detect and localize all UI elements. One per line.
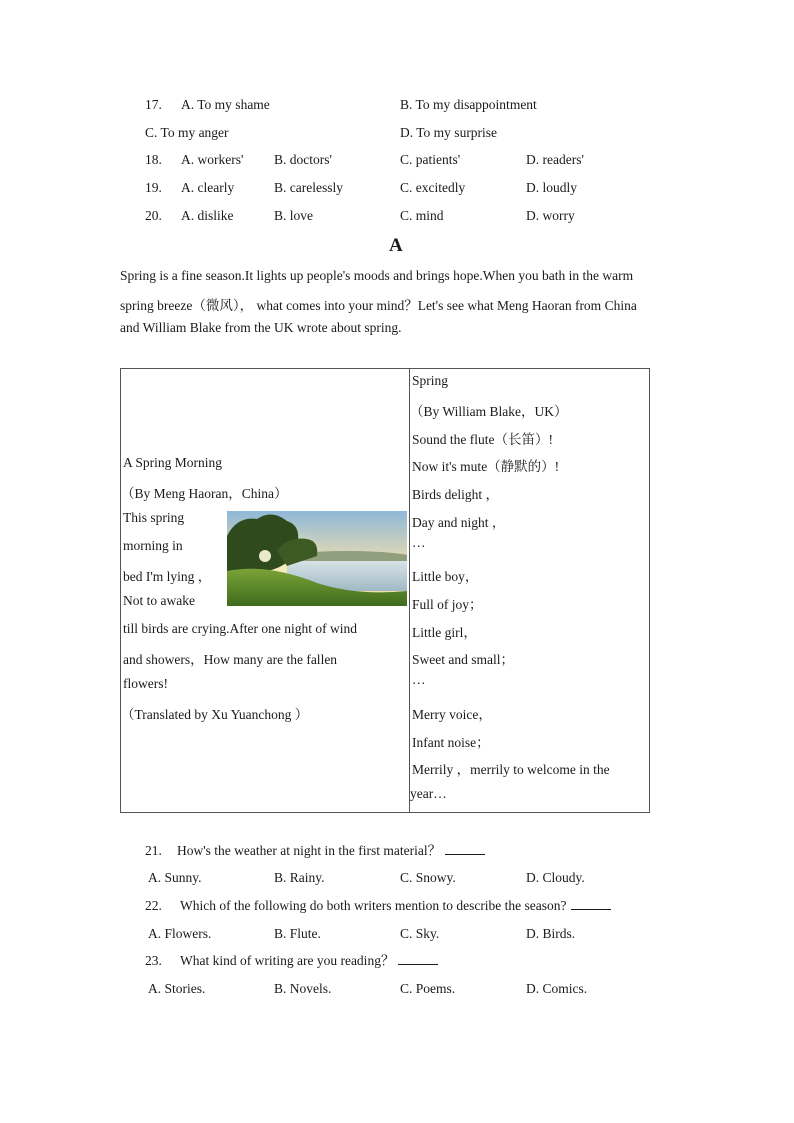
option-b: B. Flute. xyxy=(274,926,321,941)
question-number: 17. xyxy=(145,97,162,112)
option-a: A. workers' xyxy=(181,152,244,167)
poem-right-line: Merrily ，merrily to welcome in the xyxy=(412,762,610,777)
option-d: D. To my surprise xyxy=(400,125,498,140)
poem-left-line: and showers，How many are the fallen xyxy=(123,652,338,667)
option-c: C. To my anger xyxy=(145,125,229,140)
intro-line: and William Blake from the UK wrote about spring. xyxy=(120,320,402,335)
option-a: A. Sunny. xyxy=(148,870,202,885)
spring-landscape-image xyxy=(227,511,407,606)
poem-left-line: flowers! xyxy=(123,676,168,691)
option-b: B. To my disappointment xyxy=(400,97,537,112)
poem-left-translator: （Translated by Xu Yuanchong ） xyxy=(121,707,309,722)
question-number: 22. xyxy=(145,898,162,913)
option-d: D. worry xyxy=(526,208,575,223)
option-c: C. mind xyxy=(400,208,444,223)
option-d: D. Cloudy. xyxy=(526,870,585,885)
option-d: D. Birds. xyxy=(526,926,576,941)
poem-right-line: … xyxy=(412,535,426,550)
poem-right-line: Little boy， xyxy=(412,569,479,584)
poem-left-author: （By Meng Haoran，China） xyxy=(121,486,288,501)
poem-right-line: year… xyxy=(410,786,447,801)
option-c: C. Snowy. xyxy=(400,870,456,885)
question-number: 20. xyxy=(145,208,162,223)
question-stem-text: How's the weather at night in the first material？ xyxy=(177,843,442,858)
option-a: A. dislike xyxy=(181,208,234,223)
option-d: D. loudly xyxy=(526,180,578,195)
option-a: A. To my shame xyxy=(181,97,270,112)
option-b: B. love xyxy=(274,208,313,223)
poem-right-line: Infant noise； xyxy=(412,735,490,750)
question-number: 19. xyxy=(145,180,162,195)
answer-blank[interactable] xyxy=(571,897,611,910)
option-c: C. patients' xyxy=(400,152,461,167)
poem-left-line: Not to awake xyxy=(123,593,195,608)
question-number: 18. xyxy=(145,152,162,167)
intro-line: spring breeze（微风）， what comes into your mind？Let's see what Meng Haoran from China xyxy=(120,298,637,313)
question-stem xyxy=(180,951,438,971)
option-a: A. Stories. xyxy=(148,981,206,996)
poem-left-line: bed I'm lying ， xyxy=(123,569,212,584)
question-number: 23. xyxy=(145,953,162,968)
poem-right-line: Sound the flute（长笛）! xyxy=(412,432,553,447)
poem-right-title: Spring xyxy=(412,373,449,388)
poem-right-line: Sweet and small； xyxy=(412,652,514,667)
poem-right-author: （By William Blake，UK） xyxy=(410,404,568,419)
question-stem xyxy=(177,841,485,861)
poem-left-line: till birds are crying.After one night of wind xyxy=(123,621,357,636)
option-b: B. doctors' xyxy=(274,152,332,167)
poem-right-line: Day and night ， xyxy=(412,515,506,530)
option-c: C. Poems. xyxy=(400,981,456,996)
option-a: A. clearly xyxy=(181,180,235,195)
question-number: 21. xyxy=(145,843,162,858)
option-b: B. Rainy. xyxy=(274,870,325,885)
option-a: A. Flowers. xyxy=(148,926,212,941)
poem-right-line: Birds delight ， xyxy=(412,487,499,502)
question-stem xyxy=(180,896,611,916)
option-d: D. Comics. xyxy=(526,981,588,996)
option-c: C. Sky. xyxy=(400,926,440,941)
option-c: C. excitedly xyxy=(400,180,466,195)
poem-right-line: Now it's mute（静默的）! xyxy=(412,459,560,474)
section-heading: A xyxy=(389,235,403,256)
poem-right-cell xyxy=(410,369,650,813)
question-stem-text: What kind of writing are you reading？ xyxy=(180,953,395,968)
answer-blank[interactable] xyxy=(445,842,485,855)
answer-blank[interactable] xyxy=(398,952,438,965)
poem-right-line: Little girl， xyxy=(412,625,477,640)
poems-table xyxy=(120,368,650,813)
option-d: D. readers' xyxy=(526,152,584,167)
intro-line: Spring is a fine season.It lights up people's moods and brings hope.When you bath in the warm xyxy=(120,268,634,283)
poem-right-line: Merry voice， xyxy=(412,707,492,722)
poem-left-line: morning in xyxy=(123,538,183,553)
poem-left-title: A Spring Morning xyxy=(123,455,223,470)
poem-left-line: This spring xyxy=(123,510,185,525)
option-b: B. Novels. xyxy=(274,981,332,996)
poem-left-cell xyxy=(121,369,410,813)
poem-right-line: … xyxy=(412,672,426,687)
poem-right-line: Full of joy； xyxy=(412,597,483,612)
option-b: B. carelessly xyxy=(274,180,343,195)
question-stem-text: Which of the following do both writers mention to describe the season? xyxy=(180,898,567,913)
